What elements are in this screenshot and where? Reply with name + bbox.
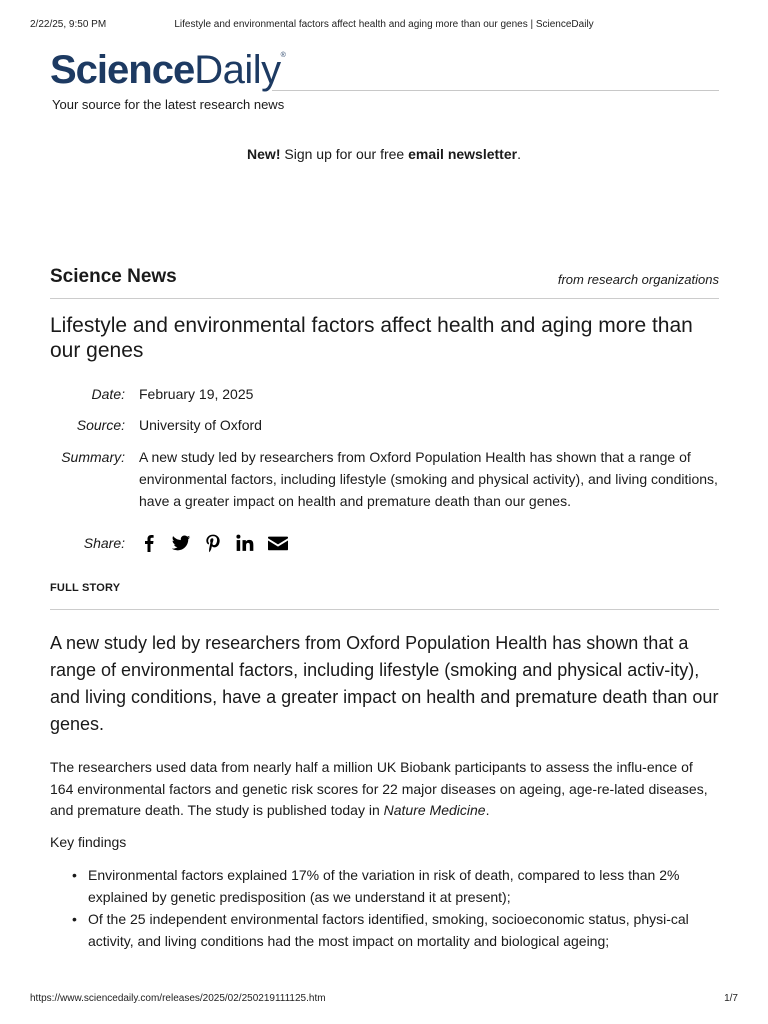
source-value: University of Oxford [139,417,262,433]
newsletter-promo [0,146,768,162]
summary-label: Summary: [61,449,125,465]
email-icon[interactable] [267,533,289,553]
section-subtitle: from research organizations [557,272,719,287]
list-item: • Of the 25 independent environmental factors identified, smoking, socioeconomic status, physi-cal activity, and living conditions had the most impact on mortality and biological ageing; [50,908,719,952]
share-label: Share: [83,535,125,551]
full-story-label: FULL STORY [50,582,121,594]
facebook-icon[interactable] [139,533,159,553]
source-label: Source: [76,417,125,433]
paragraph-1-end: . [485,802,490,818]
print-datetime: 2/22/25, 9:50 PM [30,19,107,30]
full-story-divider [50,609,719,610]
print-page-number: 1/7 [724,993,738,1004]
findings-list [50,864,719,952]
logo-science: Science [50,48,195,92]
twitter-icon[interactable] [171,533,191,553]
logo-tagline: Your source for the latest research news [52,97,285,112]
article-lede: A new study led by researchers from Oxford Population Health has shown that a range of environmental factors, including lifestyle (smoking and physical activ-ity), and living conditions, have a greater impact on health and premature death than our genes. [50,633,719,734]
linkedin-icon[interactable] [235,533,255,553]
paragraph-1-text: The researchers used data from nearly half a million UK Biobank participants to assess the influ-ence of 164 environmental factors and genetic risk scores for 22 major diseases on ageing, age-re-lated diseases, and premature death. The study is published today in [50,759,708,818]
article-paragraph-1 [50,757,719,822]
pinterest-icon[interactable] [203,533,223,553]
date-label: Date: [91,386,125,402]
print-header [30,19,738,33]
newsletter-text: Sign up for our free [280,146,409,162]
newsletter-link[interactable]: email newsletter [408,146,518,162]
newsletter-new-label: New! [247,146,281,162]
list-item: • Environmental factors explained 17% of the variation in risk of death, compared to less than 2% explained by genetic predisposition (as we understand it at present); [50,864,719,908]
print-url: https://www.sciencedaily.com/releases/2025/02/250219111125.htm [30,993,326,1004]
journal-name: Nature Medicine [383,802,486,818]
article-headline: Lifestyle and environmental factors affect health and aging more than our genes [50,314,693,362]
key-findings-heading: Key findings [50,834,127,850]
newsletter-end: . [517,146,521,162]
share-icons [139,532,289,554]
sciencedaily-logo[interactable] [50,47,286,93]
print-page-title: Lifestyle and environmental factors affect health and aging more than our genes | ScienceDaily [174,19,594,30]
logo-daily: Daily [194,48,281,92]
section-bar [50,266,719,299]
print-footer [30,993,738,1007]
summary-value: A new study led by researchers from Oxford Population Health has shown that a range of environmental factors, including lifestyle (smoking and physical activity), and living conditions, have a greater impact on health and premature death than our genes. [139,449,718,509]
section-title[interactable]: Science News [50,266,177,287]
date-value: February 19, 2025 [139,386,254,402]
logo-registered-mark: ® [280,52,286,59]
logo-divider [272,90,719,91]
